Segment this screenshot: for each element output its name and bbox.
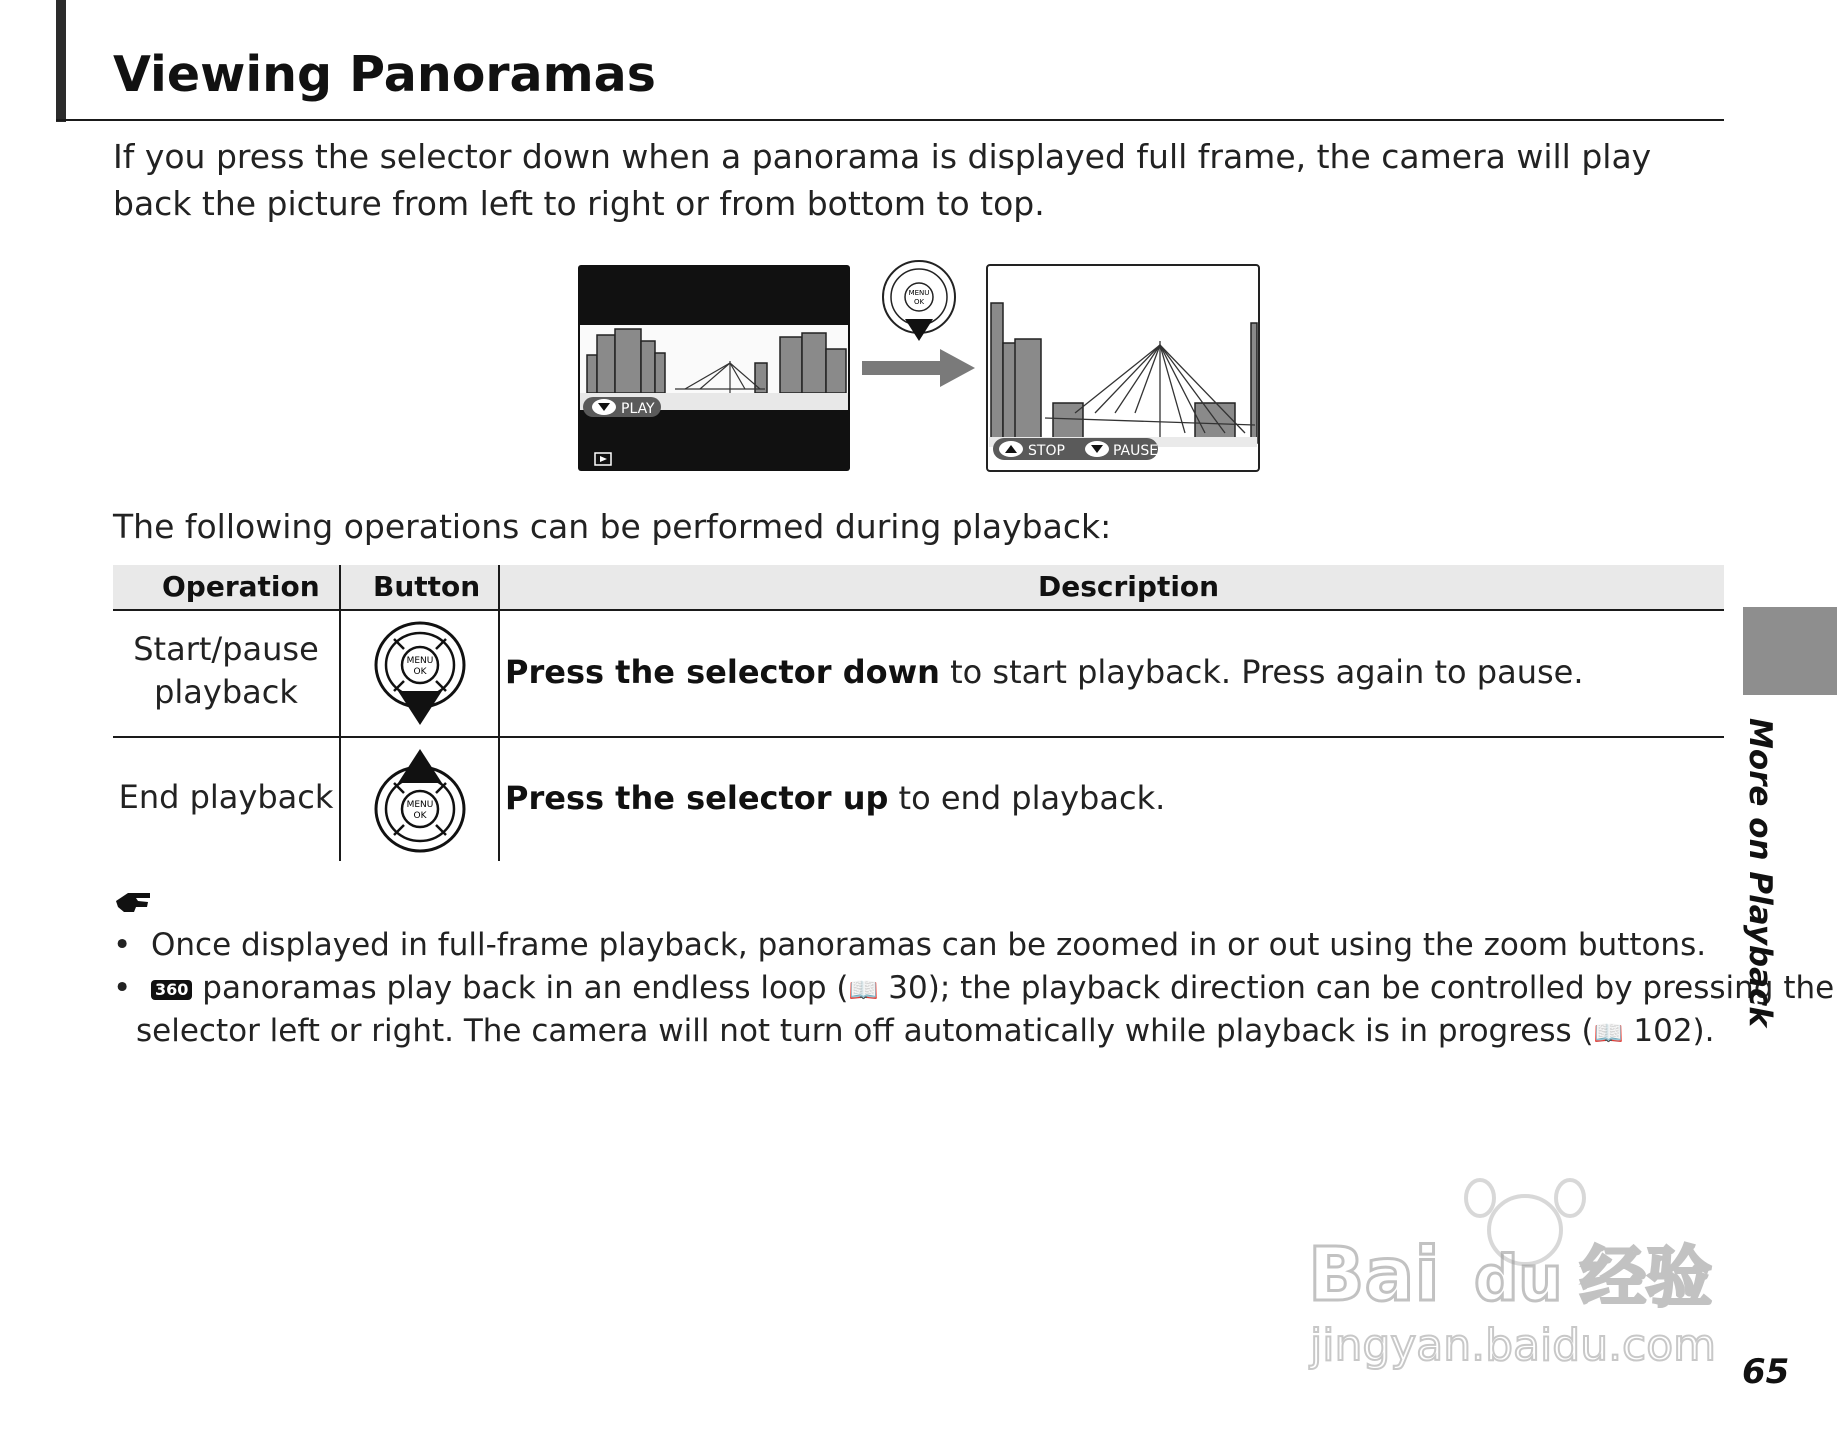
svg-text:OK: OK [413, 667, 427, 677]
table-cell-description: Press the selector up to end playback. [505, 779, 1166, 817]
header-description: Description [1038, 570, 1220, 603]
right-camera-screen [987, 265, 1259, 471]
svg-text:OK: OK [413, 811, 427, 821]
selector-down-icon [372, 617, 468, 729]
table-cell-description: Press the selector down to start playback. Press again to pause. [505, 653, 1584, 691]
svg-text:du: du [1474, 1242, 1563, 1315]
page-title: Viewing Panoramas [113, 46, 656, 103]
header-button: Button [373, 570, 481, 603]
table-header [113, 565, 1724, 611]
svg-text:Bai: Bai [1308, 1232, 1440, 1318]
pointing-hand-icon [114, 887, 154, 915]
panorama-360-icon: 360 [151, 980, 192, 1000]
svg-text:经验: 经验 [1580, 1239, 1712, 1316]
selector-up-icon [372, 745, 468, 857]
note-bullet-2: • 360 panoramas play back in an endless loop (📖 30); the playback direction can be controlled by pressing the [113, 970, 1835, 1006]
table-cell-operation: End playback [118, 778, 334, 816]
svg-text:MENU: MENU [406, 800, 434, 810]
header-operation: Operation [162, 570, 320, 603]
table-rule [113, 736, 1724, 738]
svg-text:jingyan.baidu.com: jingyan.baidu.com [1310, 1320, 1717, 1371]
svg-text:STOP: STOP [1028, 443, 1065, 459]
selector-down-small-icon [883, 261, 955, 341]
note-bullet-1: • Once displayed in full-frame playback, panoramas can be zoomed in or out using the zoom buttons. [113, 927, 1707, 963]
heading-bar [56, 0, 66, 122]
page-number: 65 [1742, 1352, 1790, 1392]
column-divider [498, 565, 500, 861]
svg-text:PLAY: PLAY [621, 401, 655, 417]
playback-illustration [575, 253, 1265, 473]
column-divider [339, 565, 341, 861]
svg-text:MENU: MENU [406, 656, 434, 666]
svg-text:OK: OK [913, 298, 925, 306]
svg-text:PAUSE: PAUSE [1113, 443, 1159, 459]
operations-intro: The following operations can be performed during playback: [113, 507, 1112, 546]
book-icon: 📖 [848, 976, 879, 1004]
section-tab [1743, 607, 1837, 695]
section-label: More on Playback [1742, 718, 1778, 1028]
book-icon: 📖 [1593, 1019, 1624, 1047]
note-bullet-2-cont: selector left or right. The camera will not turn off automatically while playback is in progress (📖 102). [136, 1013, 1715, 1049]
left-camera-screen [578, 265, 850, 471]
table-rule [113, 609, 1724, 611]
transition-arrow [862, 349, 975, 387]
svg-text:MENU: MENU [908, 289, 930, 297]
intro-paragraph: If you press the selector down when a panorama is displayed full frame, the camera will play back the picture from left to right or from bottom to top. [113, 137, 1652, 223]
heading-rule [56, 119, 1724, 121]
table-cell-operation: Start/pause playback [133, 630, 319, 711]
baidu-watermark [1300, 1160, 1740, 1380]
